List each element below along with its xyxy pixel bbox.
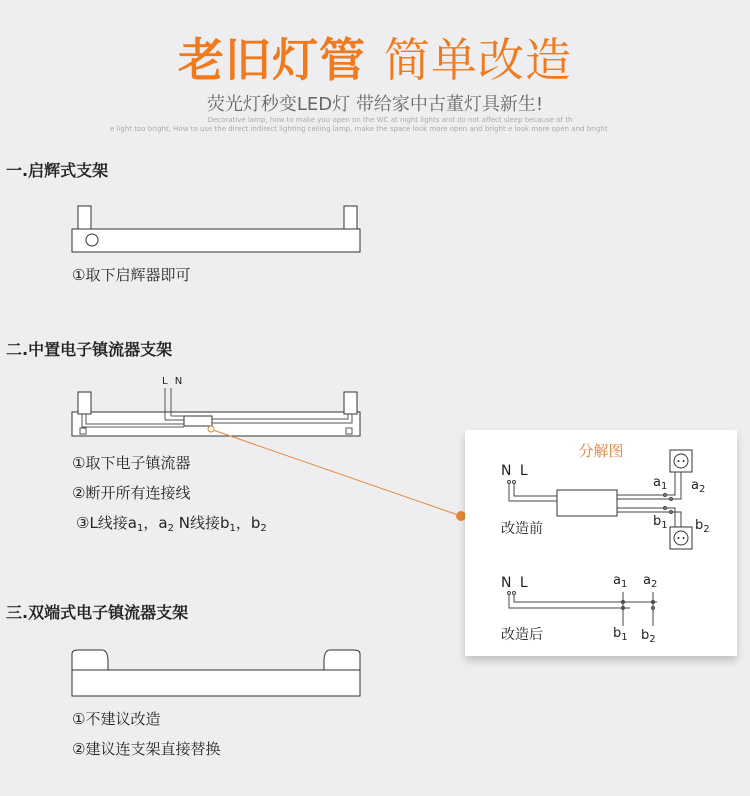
section2-step-1: ①取下电子镇流器 [72,454,191,472]
after-a2-letter: a [643,573,651,588]
wire-label-ln: L N [162,376,185,387]
step3-mid3: ，b [235,514,261,532]
before-wiring [508,472,682,527]
after-b1-letter: b [613,626,622,641]
step3-mid2: N线接b [178,514,230,532]
double-end-fixture-drawing [66,646,366,700]
tiny-caption-line-1: Decorative lamp, how to make you open on the WC at night lights and do not affect sleep because of th [207,116,573,124]
before-label: 改造前 [501,521,543,537]
before-b2-letter: b [695,518,704,533]
step3-mid1: ，a [143,514,168,532]
socket-bottom-icon [670,527,692,549]
before-a2-sub: 2 [698,484,706,495]
section1-step-1: ①取下启辉器即可 [72,266,191,284]
section3-title: 三.双端式电子镇流器支架 [6,603,189,622]
after-a2-sub: 2 [650,579,658,590]
before-b1-letter: b [653,514,662,529]
step3-sub-b1: 1 [229,523,236,534]
after-a1-sub: 1 [620,579,628,590]
section3-step-2: ②建议连支架直接替换 [72,740,221,758]
socket-top-icon [670,450,692,472]
section3-step-1: ①不建议改造 [72,710,161,728]
step3-prefix: ③L线接a [76,514,137,532]
title-light: 简单改造 [384,33,572,87]
before-nl-label: N L [501,463,530,479]
title-bold: 老旧灯管 [178,33,366,87]
section2-title: 二.中置电子镇流器支架 [6,340,173,359]
after-b1-sub: 1 [621,632,628,643]
section1-title: 一.启辉式支架 [6,161,109,180]
step3-sub-a1: 1 [137,523,144,534]
wiring-schematic [465,430,737,656]
before-b2-sub: 2 [703,524,710,535]
before-a2-letter: a [691,478,699,493]
after-nl-label: N L [501,575,530,591]
before-a1-letter: a [653,475,661,490]
section2-step-2: ②断开所有连接线 [72,484,191,502]
step3-sub-a2: 2 [167,523,174,534]
after-label: 改造后 [501,627,543,643]
exploded-diagram-panel [465,430,737,656]
panel-title: 分解图 [578,442,624,460]
tiny-caption-line-2: e light too bright, How to use the direct indirect lighting ceiling lamp, make the space look more open and bright e look more open and bright [110,125,608,133]
before-b1-sub: 1 [661,520,668,531]
after-a1-letter: a [613,573,621,588]
after-b2-letter: b [641,628,650,643]
before-a1-sub: 1 [660,481,668,492]
step3-sub-b2: 2 [260,523,267,534]
after-b2-sub: 2 [649,634,656,645]
subtitle: 荧光灯秒变LED灯 带给家中古董灯具新生! [206,94,544,115]
after-wiring [508,592,658,627]
